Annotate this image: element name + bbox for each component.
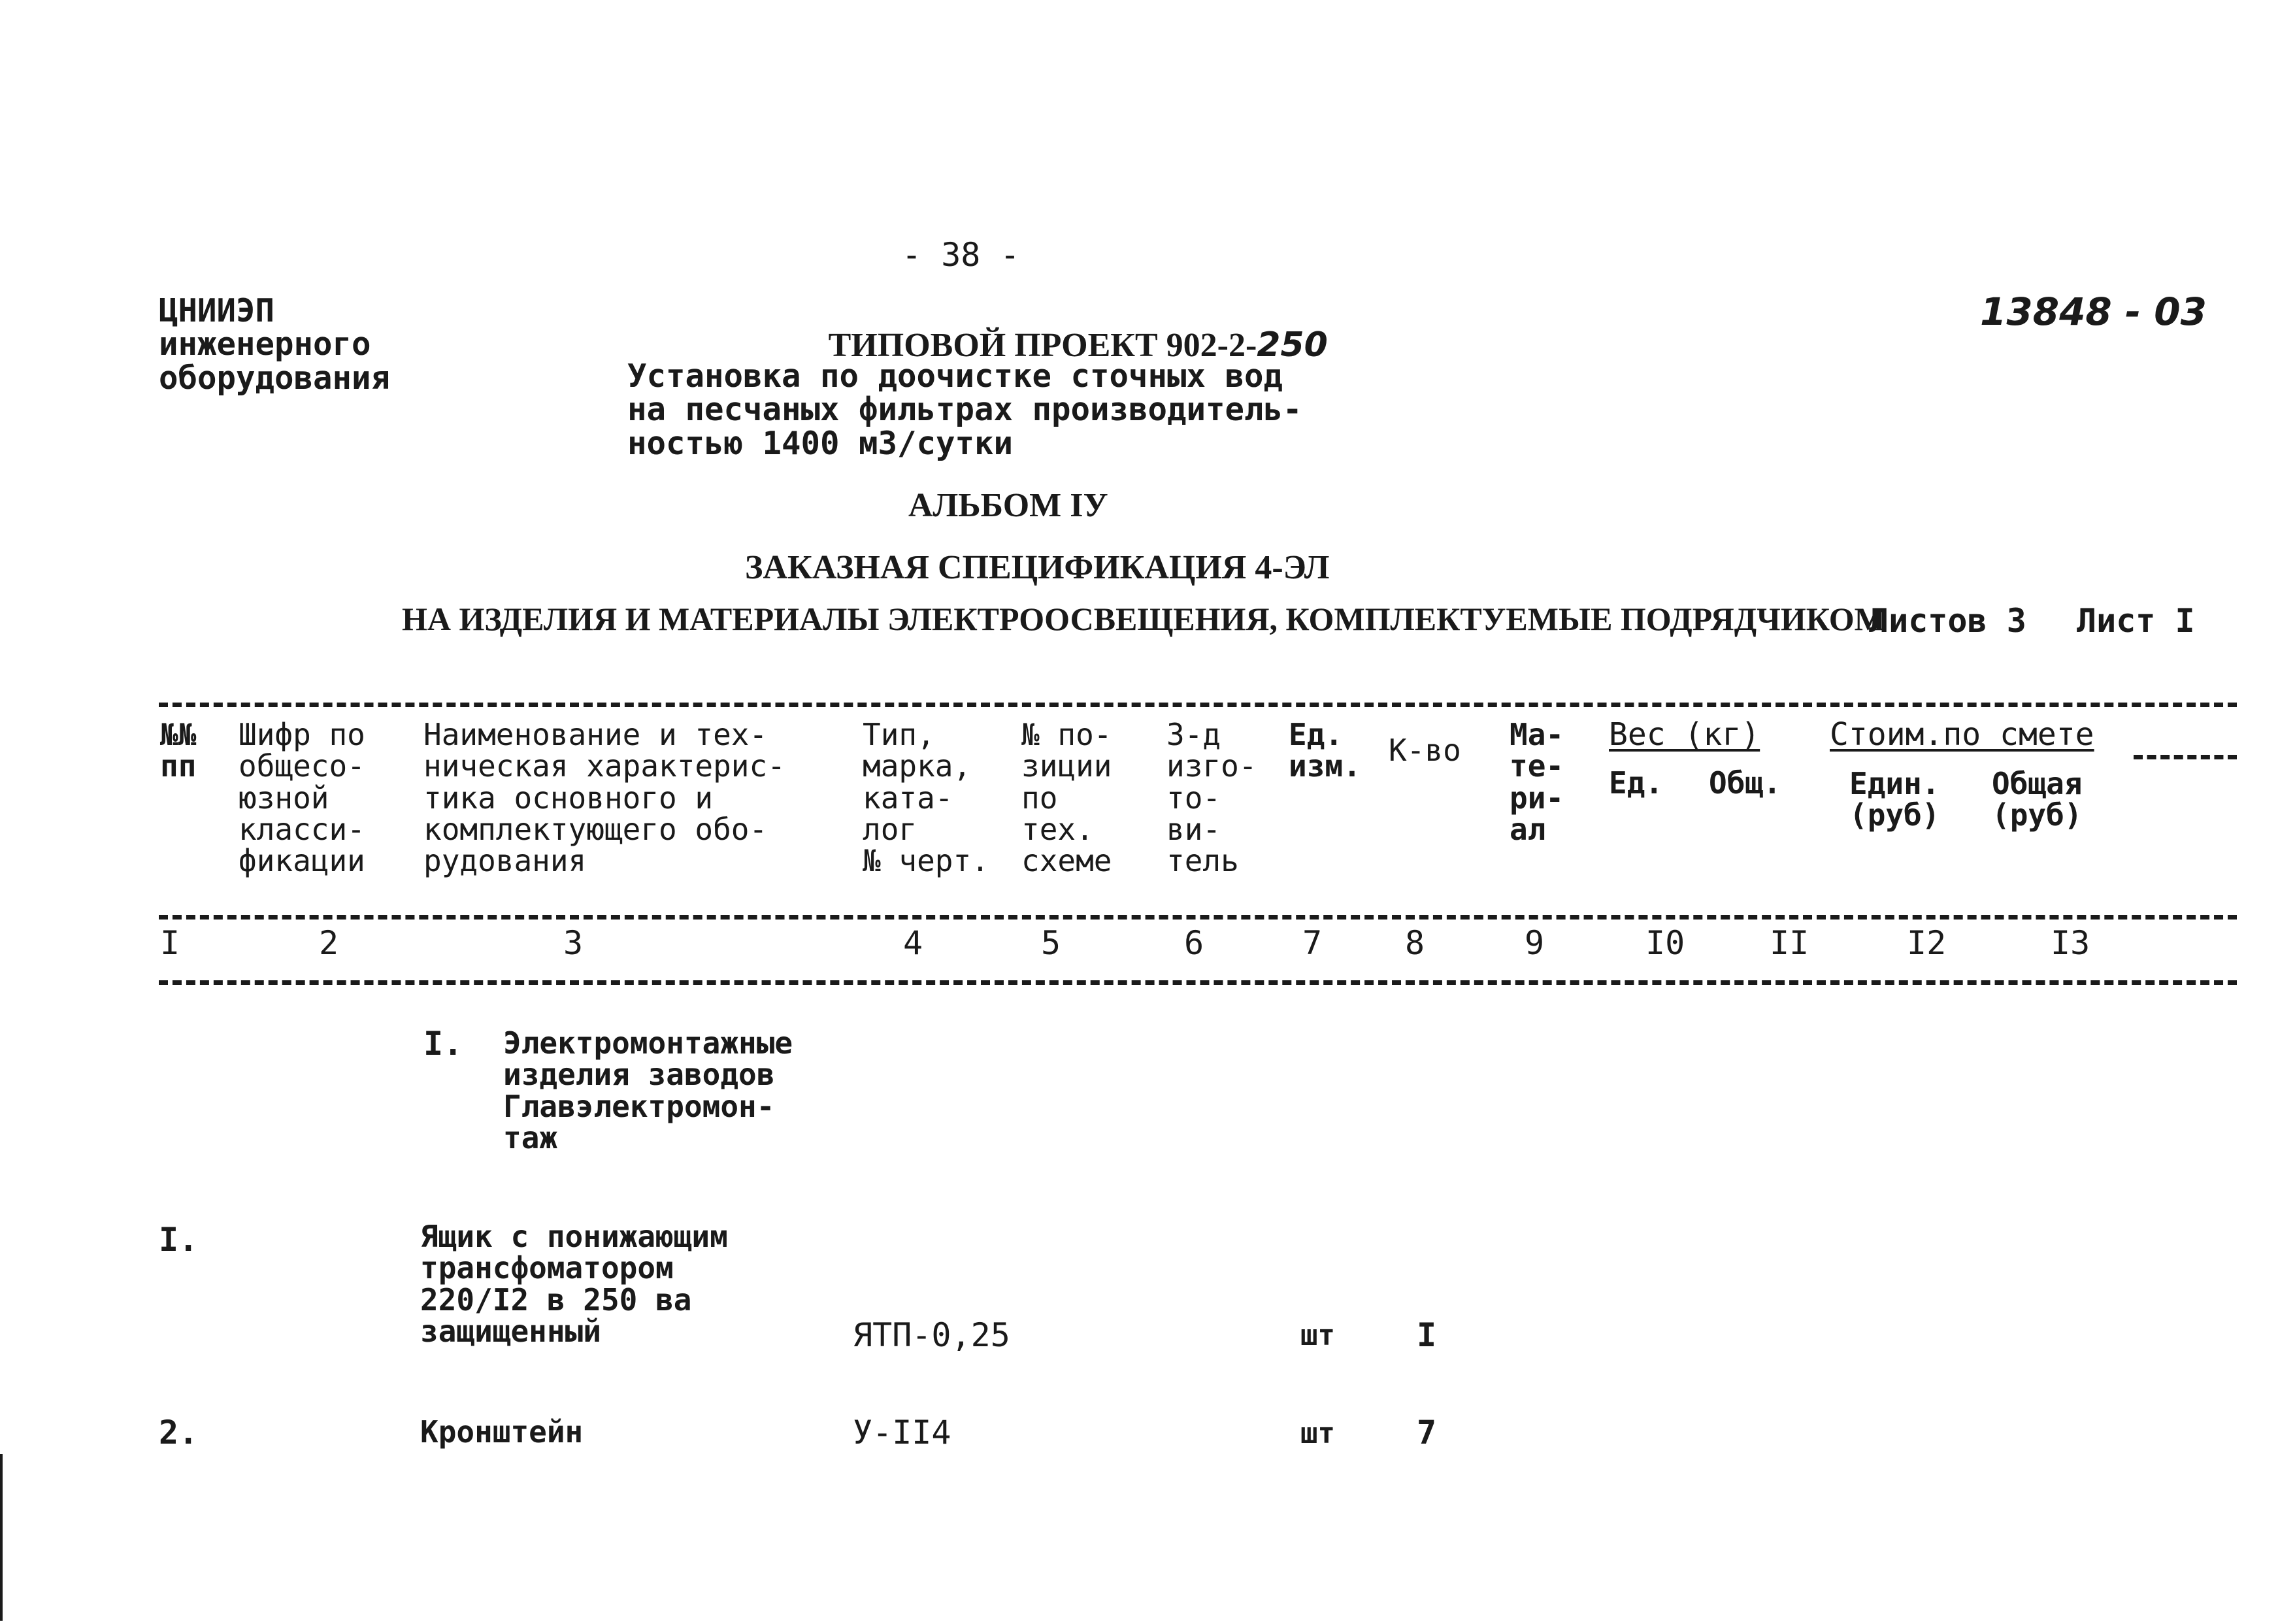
col-header-5: № по- зиции по тех. схеме — [1021, 717, 1112, 879]
project-number-handwritten: 250 — [1257, 325, 1328, 365]
col-header-weight-total: Общ. — [1709, 765, 1781, 801]
col-header-weight-unit: Ед. — [1609, 765, 1664, 801]
column-number: II — [1770, 924, 1809, 962]
table-top-rule — [159, 703, 2237, 707]
column-number: I — [160, 924, 180, 962]
row-number: I. — [159, 1221, 199, 1259]
column-number: I2 — [1907, 924, 1947, 962]
project-description — [627, 359, 1302, 460]
column-number: 7 — [1302, 924, 1323, 962]
col-header-8: К-во — [1389, 733, 1461, 768]
org-line: ЦНИИЭП — [159, 292, 275, 329]
column-number: I3 — [2051, 924, 2090, 962]
project-label: ТИПОВОЙ ПРОЕКТ 902-2- — [828, 327, 1257, 364]
col-header-7: Ед. изм. — [1289, 717, 1361, 784]
col-header-6: З-д изго- то- ви- тель — [1166, 717, 1257, 879]
row-item-unit: шт — [1300, 1417, 1335, 1450]
row-item-type: ЯТП-0,25 — [853, 1316, 1010, 1354]
column-number: 2 — [319, 924, 339, 962]
cost-header-trailing-rule — [2134, 755, 2237, 759]
column-number: 5 — [1041, 924, 1061, 962]
section-number: I. — [423, 1025, 463, 1063]
scan-edge-line — [0, 1454, 3, 1621]
description-line: на песчаных фильтрах производитель- — [627, 391, 1302, 429]
col-header-cost-unit: Един. (руб) — [1849, 766, 1940, 833]
sheet-number: Лист I — [2077, 602, 2195, 640]
row-item-qty: I — [1417, 1316, 1437, 1354]
organization-name — [159, 294, 390, 395]
column-number: 3 — [563, 924, 584, 962]
col-header-3: Наименование и тех- ническая характерис- тика основного и комплектующего обо- рудования — [423, 717, 785, 879]
row-number: 2. — [159, 1414, 199, 1451]
column-numbers-bottom-rule — [159, 980, 2237, 985]
sheets-total: Листов 3 — [1869, 602, 2026, 640]
row-item-type: У-II4 — [853, 1414, 951, 1451]
col-header-9: Ма- те- ри- ал — [1510, 717, 1564, 847]
col-header-1: №№ пп — [160, 717, 197, 784]
col-header-cost-total: Общая (руб) — [1992, 766, 2083, 833]
section-title: Электромонтажные изделия заводов Главэлектромон- таж — [503, 1025, 793, 1155]
org-line: инженерного — [159, 325, 371, 363]
col-header-weight: Вес (кг) — [1609, 716, 1760, 753]
org-line: оборудования — [159, 359, 391, 397]
col-header-2: Шифр по общесо- юзной класси- фикации — [239, 717, 365, 879]
row-item-name: Кронштейн — [420, 1414, 584, 1450]
col-header-cost: Стоим.по смете — [1830, 716, 2094, 753]
album-title: АЛЬБОМ IУ — [908, 487, 1108, 524]
description-line: ностью 1400 м3/сутки — [627, 424, 1014, 462]
page-number: - 38 - — [902, 236, 1020, 274]
row-item-name: Ящик с понижающим трансфоматором 220/I2 в 250 ва защищенный — [420, 1219, 728, 1349]
column-number: 4 — [903, 924, 923, 962]
spec-subtitle: НА ИЗДЕЛИЯ И МАТЕРИАЛЫ ЭЛЕКТРООСВЕЩЕНИЯ, КОМПЛЕКТУЕМЫЕ ПОДРЯДЧИКОМ — [402, 601, 1885, 637]
row-item-qty: 7 — [1417, 1414, 1437, 1451]
column-number: 9 — [1525, 924, 1545, 962]
column-number: 6 — [1184, 924, 1204, 962]
description-line: Установка по доочистке сточных вод — [627, 357, 1283, 395]
header-bottom-rule — [159, 915, 2237, 920]
col-header-4: Тип, марка, ката- лог № черт. — [863, 717, 989, 879]
document-code: 13848 - 03 — [1980, 290, 2207, 334]
spec-title: ЗАКАЗНАЯ СПЕЦИФИКАЦИЯ 4-ЭЛ — [745, 549, 1330, 586]
project-title — [787, 294, 1328, 363]
row-item-unit: шт — [1300, 1319, 1335, 1352]
column-number: I0 — [1645, 924, 1685, 962]
column-number: 8 — [1405, 924, 1425, 962]
